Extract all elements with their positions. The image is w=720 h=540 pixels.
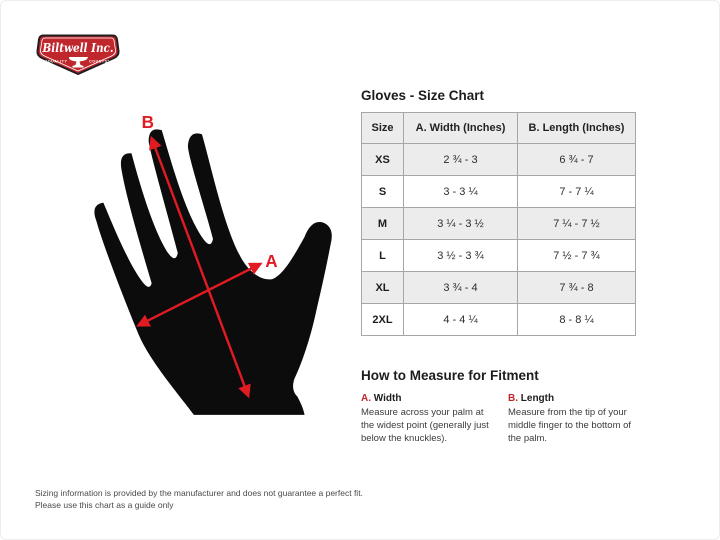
table-row <box>362 272 636 304</box>
table-row <box>362 144 636 176</box>
measure-width-label: Width <box>373 393 402 404</box>
size-cell: M <box>362 208 404 240</box>
col-header-width: A. Width (Inches) <box>404 113 518 144</box>
measure-length-text: Measure from the tip of your middle finger to the bottom of the palm. <box>508 407 632 444</box>
logo-tagline-right: COUNTS" <box>89 59 110 64</box>
length-cell: 7 ¾ - 8 <box>518 272 636 304</box>
size-chart-title: Gloves - Size Chart <box>361 88 485 103</box>
measure-length-label: Length <box>520 393 555 404</box>
size-cell: XS <box>362 144 404 176</box>
logo-tagline-left: "QUALITY <box>45 59 68 64</box>
disclaimer <box>35 487 363 512</box>
size-table-body <box>362 144 636 336</box>
measure-width-key: A. <box>361 393 371 404</box>
label-b: B <box>141 113 154 133</box>
width-cell: 3 ¾ - 4 <box>404 272 518 304</box>
measure-col-length <box>508 393 646 445</box>
length-cell: 7 ½ - 7 ¾ <box>518 240 636 272</box>
measure-length-heading <box>508 393 646 404</box>
measure-length-key: B. <box>508 393 518 404</box>
width-cell: 2 ¾ - 3 <box>404 144 518 176</box>
length-cell: 6 ¾ - 7 <box>518 144 636 176</box>
disclaimer-line-1: Sizing information is provided by the manufacturer and does not guarantee a perfect fit. <box>35 488 363 498</box>
length-cell: 7 - 7 ¼ <box>518 176 636 208</box>
size-cell: S <box>362 176 404 208</box>
measure-width-text: Measure across your palm at the widest point (generally just below the knuckles). <box>361 407 489 444</box>
measure-columns <box>361 393 646 445</box>
size-chart-table <box>361 112 636 336</box>
length-cell: 8 - 8 ¼ <box>518 304 636 336</box>
table-header-row <box>362 113 636 144</box>
label-a: A <box>265 252 278 271</box>
size-cell: L <box>362 240 404 272</box>
table-row <box>362 208 636 240</box>
width-cell: 3 ½ - 3 ¾ <box>404 240 518 272</box>
hand-measurement-diagram <box>81 101 343 433</box>
size-cell: XL <box>362 272 404 304</box>
col-header-size: Size <box>362 113 404 144</box>
width-cell: 3 - 3 ¼ <box>404 176 518 208</box>
table-row <box>362 176 636 208</box>
col-header-length: B. Length (Inches) <box>518 113 636 144</box>
biltwell-logo <box>33 31 123 77</box>
measure-col-width <box>361 393 499 445</box>
measure-width-heading <box>361 393 499 404</box>
measure-section-title: How to Measure for Fitment <box>361 368 539 383</box>
width-cell: 3 ¼ - 3 ½ <box>404 208 518 240</box>
width-cell: 4 - 4 ¼ <box>404 304 518 336</box>
hand-silhouette <box>94 129 331 415</box>
logo-brand-text: Biltwell Inc. <box>41 40 114 55</box>
table-row <box>362 304 636 336</box>
table-row <box>362 240 636 272</box>
length-cell: 7 ¼ - 7 ½ <box>518 208 636 240</box>
size-cell: 2XL <box>362 304 404 336</box>
disclaimer-line-2: Please use this chart as a guide only <box>35 500 174 511</box>
